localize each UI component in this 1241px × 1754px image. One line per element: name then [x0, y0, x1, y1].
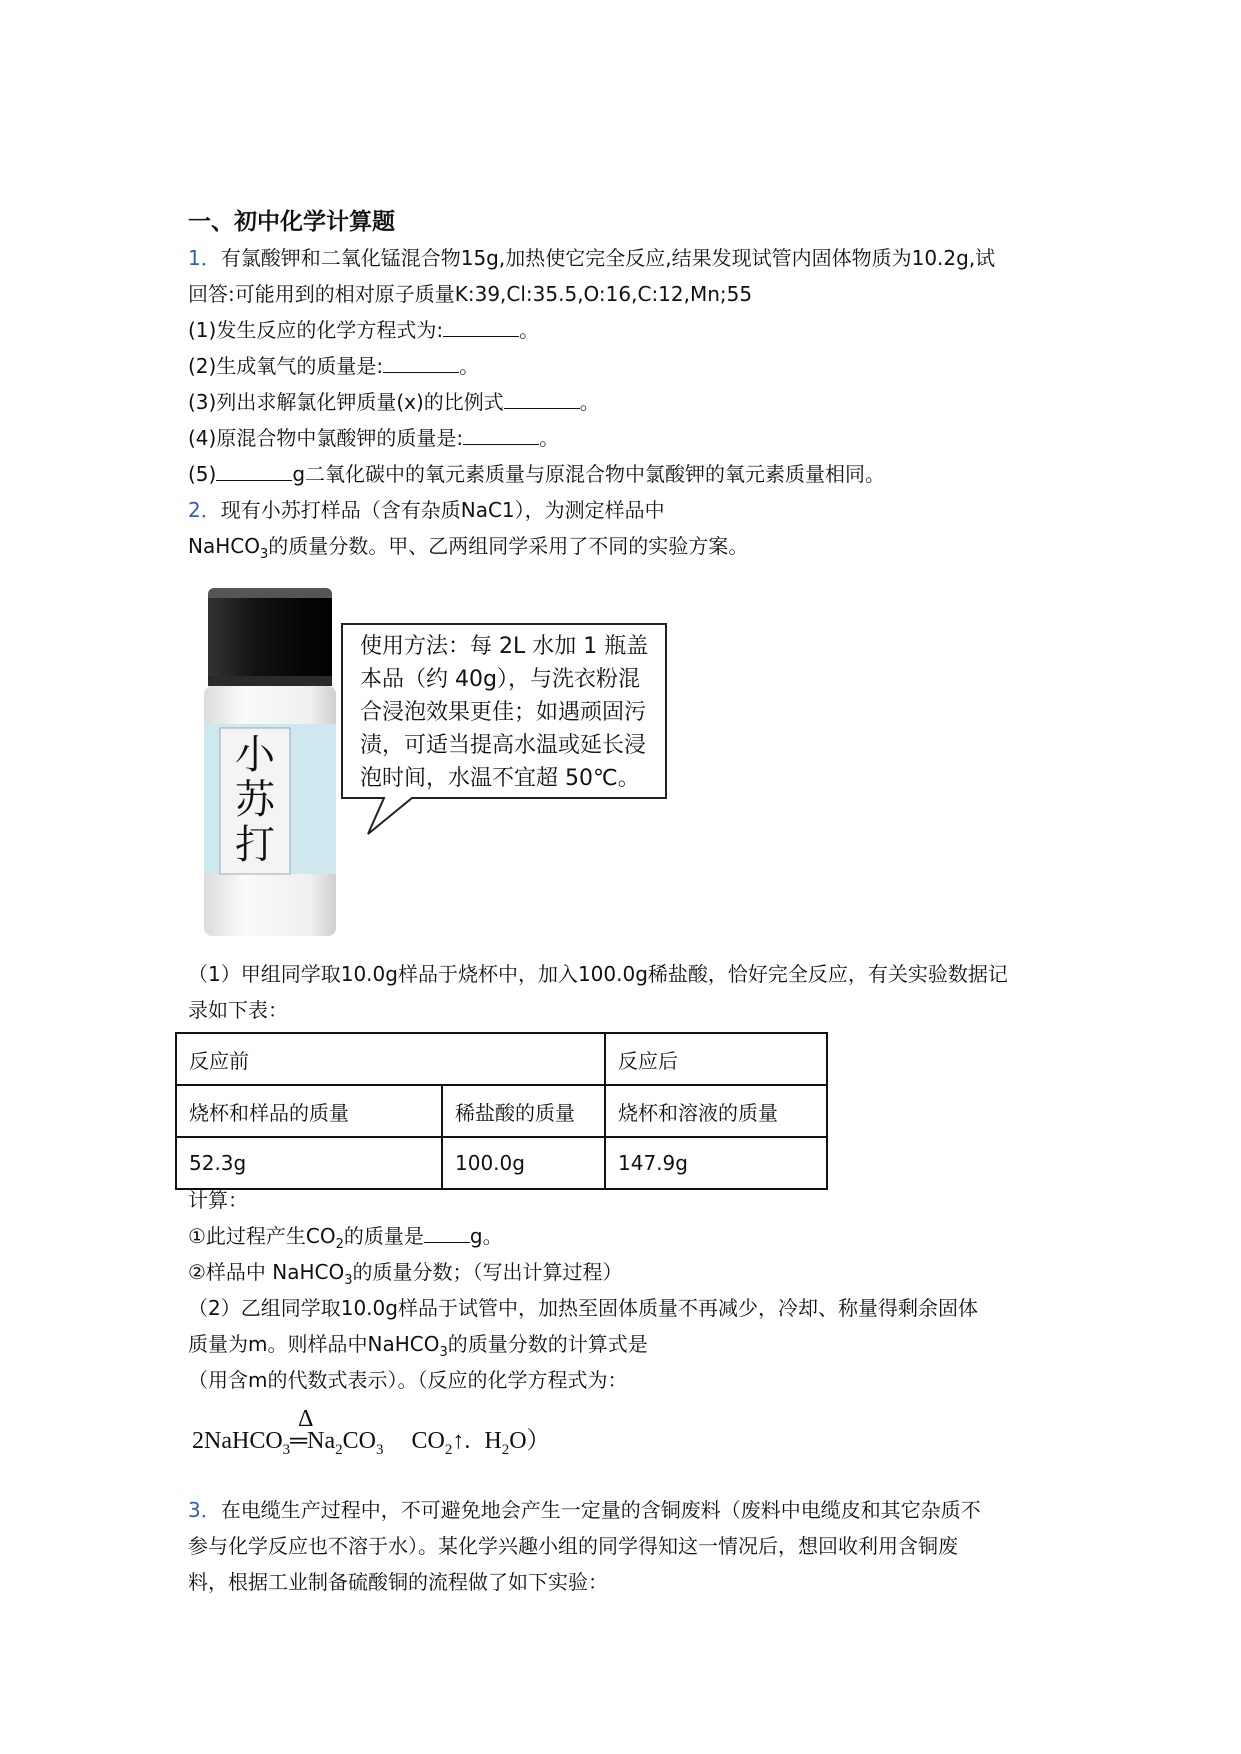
- answer-blank[interactable]: [443, 316, 519, 337]
- q1-part5: (5) g二氧化碳中的氧元素质量与原混合物中氯酸钾的氧元素质量相同。: [188, 462, 886, 486]
- q2-part2-line3: （用含m的代数式表示）。（反应的化学方程式为：: [188, 1368, 628, 1392]
- calc-item-2: ②样品中 NaHCO$_3$的质量分数；（写出计算过程）: [188, 1260, 623, 1288]
- q1-number: 1．: [188, 246, 221, 270]
- table-col-acid: 稀盐酸的质量: [442, 1085, 605, 1137]
- answer-blank[interactable]: [424, 1222, 470, 1243]
- baking-soda-bottle-image: [200, 588, 336, 940]
- table-cell: 52.3g: [176, 1137, 442, 1189]
- q1-part4: (4)原混合物中氯酸钾的质量是: 。: [188, 426, 560, 450]
- table-col-beaker-sample: 烧杯和样品的质量: [176, 1085, 442, 1137]
- answer-blank[interactable]: [504, 388, 580, 409]
- q3-line1: 3．在电缆生产过程中，不可避免地会产生一定量的含铜废料（废料中电缆皮和其它杂质不: [188, 1498, 981, 1522]
- calc-label: 计算：: [188, 1188, 248, 1212]
- svg-text:苏: 苏: [235, 777, 275, 823]
- q3-line3: 料，根据工业制备硫酸铜的流程做了如下实验：: [188, 1570, 608, 1594]
- q1-part2: (2)生成氧气的质量是: 。: [188, 354, 480, 378]
- answer-blank[interactable]: [463, 424, 539, 445]
- table-cell: 100.0g: [442, 1137, 605, 1189]
- table-col-beaker-solution: 烧杯和溶液的质量: [605, 1085, 827, 1137]
- q2-stem-line2: NaHCO$_3$的质量分数。甲、乙两组同学采用了不同的实验方案。: [188, 534, 749, 562]
- calc-item-1: ①此过程产生$CO_2$的质量是 g。: [188, 1224, 503, 1252]
- chemical-equation: $2NaHCO_3═Na_2CO_3$ $CO_2↑$. $H_2O$）: [192, 1428, 551, 1458]
- section-title: 一、初中化学计算题: [188, 209, 395, 235]
- svg-text:小: 小: [235, 732, 275, 778]
- svg-text:打: 打: [235, 822, 275, 868]
- q1-part1: (1)发生反应的化学方程式为: 。: [188, 318, 540, 342]
- heat-symbol: Δ: [298, 1406, 314, 1432]
- q2-part1-line2: 录如下表：: [188, 998, 288, 1022]
- q2-number: 2．: [188, 498, 221, 522]
- q2-part2-line1: （2）乙组同学取10.0g样品于试管中，加热至固体质量不再减少，冷却、称量得剩余固体: [188, 1296, 978, 1320]
- table-header-after: 反应后: [605, 1033, 827, 1085]
- usage-instructions-text: 使用方法：每 2L 水加 1 瓶盖本品（约 40g），与洗衣粉混合浸泡效果更佳；如遇顽固污渍，可适当提高水温或延长浸泡时间，水温不宜超 50℃。: [360, 634, 649, 791]
- answer-blank[interactable]: [383, 352, 459, 373]
- table-header-before: 反应前: [176, 1033, 605, 1085]
- table-cell: 147.9g: [605, 1137, 827, 1189]
- q1-stem-line1: 1．有氯酸钾和二氧化锰混合物15g,加热使它完全反应,结果发现试管内固体物质为10.2g,试: [188, 246, 996, 270]
- experiment-data-table: [175, 1032, 828, 1190]
- bottle-label: [235, 732, 276, 868]
- q2-part2-line2: 质量为m。则样品中NaHCO$_3$的质量分数的计算式是: [188, 1332, 648, 1360]
- q1-stem-line2: 回答:可能用到的相对原子质量K:39,Cl:35.5,O:16,C:12,Mn;55: [188, 282, 753, 306]
- answer-blank[interactable]: [216, 460, 292, 481]
- q3-number: 3．: [188, 1498, 221, 1522]
- q1-part3: (3)列出求解氯化钾质量(x)的比例式 。: [188, 390, 600, 414]
- q2-stem-line1: 2．现有小苏打样品（含有杂质NaC1），为测定样品中: [188, 498, 665, 522]
- q2-part1-line1: （1）甲组同学取10.0g样品于烧杯中，加入100.0g稀盐酸，恰好完全反应，有关实验数据记: [188, 962, 1008, 986]
- q3-line2: 参与化学反应也不溶于水）。某化学兴趣小组的同学得知这一情况后，想回收利用含铜废: [188, 1534, 958, 1558]
